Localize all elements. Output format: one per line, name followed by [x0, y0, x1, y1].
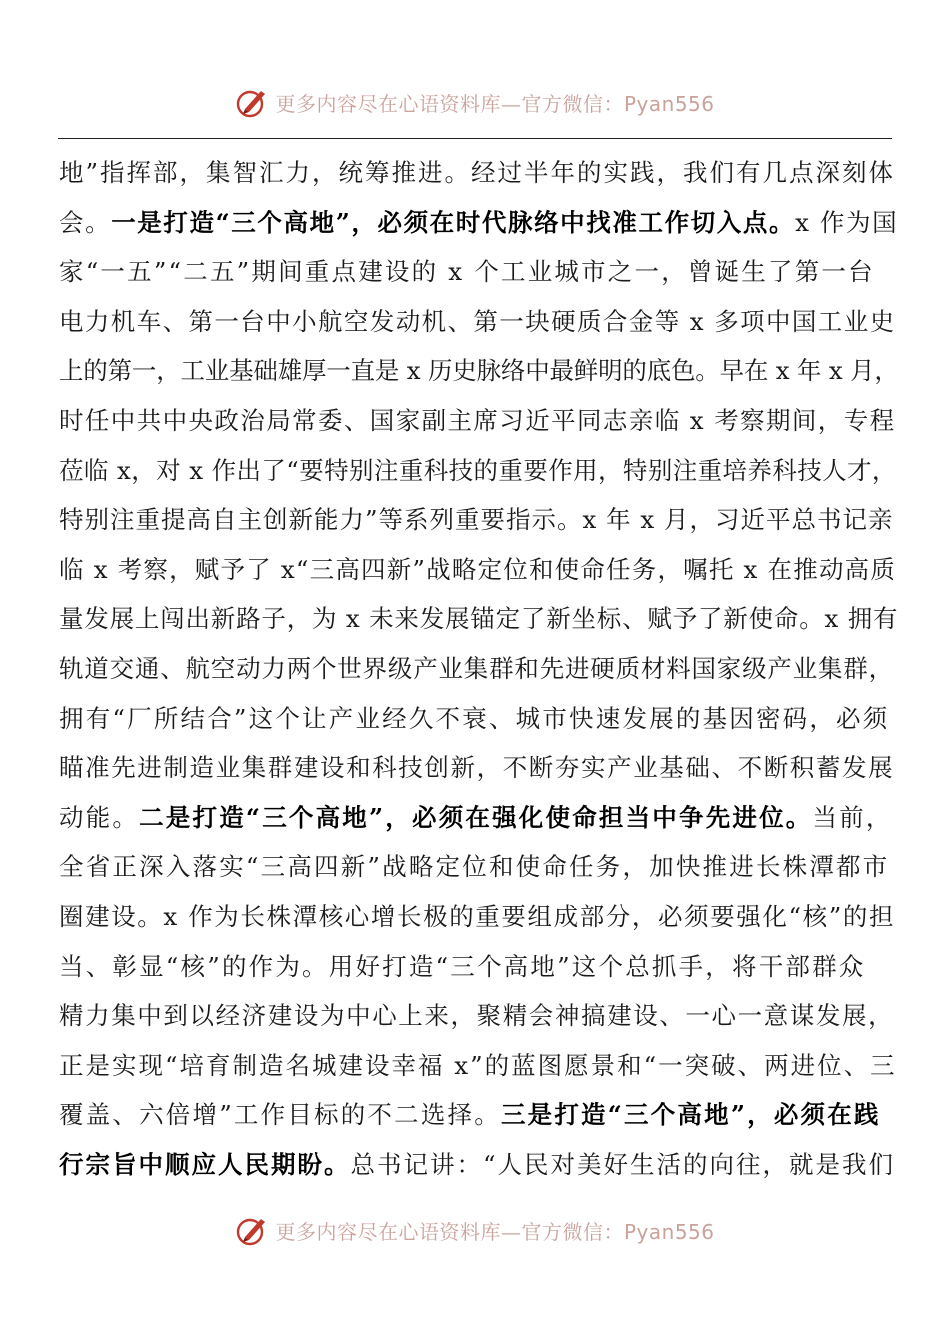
- text-line: [59, 694, 899, 744]
- text-line: [59, 594, 899, 644]
- bold-heading-text: 行宗旨中顺应人民期盼。: [59, 1149, 351, 1179]
- watermark-wechat-label: 官方微信：: [521, 91, 624, 116]
- body-text-span: 会。: [59, 207, 112, 237]
- text-line: [59, 991, 899, 1041]
- text-line: [59, 892, 899, 942]
- pen-logo-icon: [235, 1213, 269, 1247]
- body-text-span: 圈建设。x 作为长株潭核心增长极的重要组成部分，必须要强化“核”的担: [59, 901, 896, 931]
- body-text-span: 量发展上闯出新路子，为 x 未来发展锚定了新坐标、赋予了新使命。x 拥有: [59, 604, 899, 634]
- text-line: [59, 1041, 899, 1091]
- watermark-text: [275, 88, 714, 117]
- body-text-span: 当、彰显“核”的作为。用好打造“三个高地”这个总抓手，将干部群众: [59, 951, 866, 981]
- body-text-span: 电力机车、第一台中小航空发动机、第一块硬质合金等 x 多项中国工业史: [59, 306, 896, 336]
- text-line: [59, 842, 899, 892]
- text-line: [59, 396, 899, 446]
- body-text-span: 时任中共中央政治局常委、国家副主席习近平同志亲临 x 考察期间，专程: [59, 405, 896, 435]
- text-line: [59, 247, 899, 297]
- text-line: [59, 743, 899, 793]
- text-line: [59, 644, 899, 694]
- document-body: [59, 148, 899, 1189]
- text-line: [59, 495, 899, 545]
- header-watermark: [0, 82, 950, 122]
- body-text-span: 精力集中到以经济建设为中心上来，聚精会神搞建设、一心一意谋发展，: [59, 1001, 895, 1031]
- watermark-dash: —: [500, 1219, 522, 1244]
- text-line: [59, 346, 899, 396]
- body-text-span: 轨道交通、航空动力两个世界级产业集群和先进硬质材料国家级产业集群，: [59, 653, 894, 683]
- body-text-span: 当前，: [812, 802, 893, 832]
- text-line: [59, 793, 899, 843]
- body-text-span: 覆盖、六倍增”工作目标的不二选择。: [59, 1100, 501, 1130]
- text-line: [59, 942, 899, 992]
- text-line: [59, 148, 899, 198]
- body-text-span: 瞄准先进制造业集群建设和科技创新，不断夯实产业基础、不断积蓄发展: [59, 753, 895, 783]
- header-divider: [58, 138, 892, 139]
- pen-logo-icon: [235, 85, 269, 119]
- body-text-span: 正是实现“培育制造名城建设幸福 x”的蓝图愿景和“一突破、两进位、三: [59, 1050, 897, 1080]
- text-line: [59, 1140, 899, 1190]
- body-text-span: 临 x 考察，赋予了 x“三高四新”战略定位和使命任务，嘱托 x 在推动高质: [59, 554, 897, 584]
- body-text-span: 动能。: [59, 802, 140, 832]
- watermark-main: 更多内容尽在心语资料库: [275, 1219, 501, 1244]
- body-text-span: 特别注重提高自主创新能力”等系列重要指示。x 年 x 月，习近平总书记亲: [59, 505, 894, 535]
- watermark-dash: —: [500, 91, 522, 116]
- body-text-span: 莅临 x，对 x 作出了“要特别注重科技的重要作用，特别注重培养科技人才，: [59, 455, 897, 485]
- body-text-span: 拥有“厂所结合”这个让产业经久不衰、城市快速发展的基因密码，必须: [59, 703, 890, 733]
- body-text-span: x 作为国: [795, 207, 899, 237]
- body-text-span: 总书记讲：“人民对美好生活的向往，就是我们: [350, 1149, 896, 1179]
- bold-heading-text: 三是打造“三个高地”，必须在践: [500, 1100, 881, 1130]
- body-text-span: 家“一五”“二五”期间重点建设的 x 个工业城市之一，曾诞生了第一台: [59, 257, 875, 287]
- text-line: [59, 446, 899, 496]
- body-text-span: 地”指挥部，集智汇力，统筹推进。经过半年的实践，我们有几点深刻体: [59, 158, 896, 187]
- watermark-text: [275, 1216, 714, 1245]
- text-line: [59, 545, 899, 595]
- watermark-wechat-id: Pyan556: [623, 91, 715, 116]
- body-text-span: 全省正深入落实“三高四新”战略定位和使命任务，加快推进长株潭都市: [59, 852, 890, 882]
- watermark-main: 更多内容尽在心语资料库: [275, 91, 501, 116]
- text-line: [59, 297, 899, 347]
- text-line: [59, 198, 899, 248]
- bold-heading-text: 一是打造“三个高地”，必须在时代脉络中找准工作切入点。: [111, 207, 796, 237]
- body-text-span: 上的第一，工业基础雄厚一直是 x 历史脉络中最鲜明的底色。早在 x 年 x 月，: [59, 356, 899, 386]
- bold-heading-text: 二是打造“三个高地”，必须在强化使命担当中争先进位。: [139, 802, 813, 832]
- watermark-wechat-label: 官方微信：: [521, 1219, 624, 1244]
- footer-watermark: [0, 1210, 950, 1250]
- watermark-wechat-id: Pyan556: [623, 1219, 715, 1244]
- text-line: [59, 1090, 899, 1140]
